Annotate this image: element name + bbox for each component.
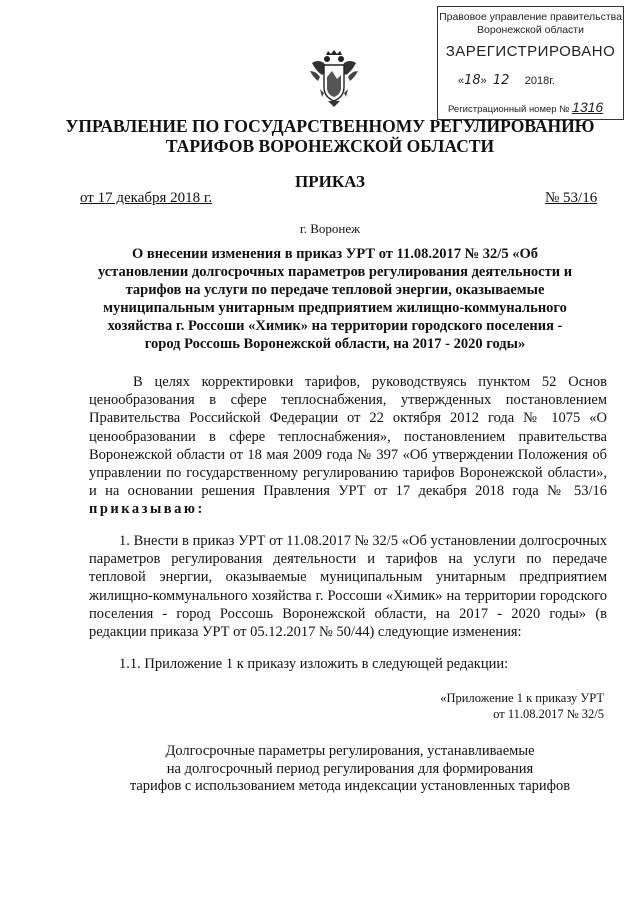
document-title: ПРИКАЗ — [295, 172, 365, 191]
stamp-org: Правовое управление правительства Воронежской области — [439, 11, 622, 36]
coat-of-arms-icon — [308, 49, 360, 109]
stamp-date: «18» 12 2018г. — [458, 73, 555, 88]
longterm-line1: Долгосрочные параметры регулирования, устанавливаемые — [165, 743, 535, 759]
preamble-text: В целях корректировки тарифов, руководствуясь пунктом 52 Основ ценообразования в сфере теплоснабжения, утвержденных постановлением Правительства Российской Федерации от 22 октября 2012 года № 1075 «О ценообразовании в сфере теплоснабжения», постановлением правительства Воронежской области от 18 мая 2009 года № 397 «Об утверждении Положения об управлении по государственному регулированию тарифов Воронежской области», и на основании решения Правления УРТ от 17 декабря 2018 года № 53/16 — [89, 374, 607, 500]
order-word: приказываю: — [89, 501, 205, 518]
order-subject: О внесении изменения в приказ УРТ от 11.08.2017 № 32/5 «Об установлении долгосрочных параметров регулирования деятельности и тарифов на услуги по передаче тепловой энергии, оказываемые муниципальным унитарным предприятием жилищно-коммунального хозяйства г. Россоши «Химик» на территории городского поселения - город Россошь Воронежской области, на 2017 - 2020 годы» — [97, 246, 573, 352]
appendix-reference — [380, 690, 604, 722]
order-city: г. Воронеж — [299, 221, 361, 236]
stamp-reg-number-row — [448, 99, 603, 115]
stamp-month: 12 — [492, 73, 510, 88]
stamp-reg-label: Регистрационный номер № — [448, 104, 570, 115]
stamp-day: 18 — [464, 73, 481, 88]
agency-name-line2: ТАРИФОВ ВОРОНЕЖСКОЙ ОБЛАСТИ — [165, 136, 495, 156]
order-number: № 53/16 — [545, 190, 598, 206]
order-date: от 17 декабря 2018 г. — [80, 190, 213, 206]
agency-name-line1: УПРАВЛЕНИЕ ПО ГОСУДАРСТВЕННОМУ РЕГУЛИРОВАНИЮ — [65, 116, 595, 136]
stamp-reg-number: 1316 — [572, 99, 604, 115]
appendix-line2: от 11.08.2017 № 32/5 — [493, 707, 604, 721]
appendix-line1: «Приложение 1 к приказу УРТ — [440, 691, 604, 705]
registration-stamp — [437, 6, 624, 120]
stamp-status: ЗАРЕГИСТРИРОВАНО — [445, 43, 616, 60]
longterm-line2: на долгосрочный период регулирования для формирования — [166, 760, 534, 777]
item-1-paragraph: 1. Внести в приказ УРТ от 11.08.2017 № 32/5 «Об установлении долгосрочных параметров регулирования деятельности и тарифов на услуги по передаче тепловой энергии, оказываемые муниципальным унитарным предприятием жилищно-коммунального хозяйства г. Россоши «Химик» на территории городского поселения - город Россошь Воронежской области, на 2017 - 2020 годы» (в редакции приказа УРТ от 05.12.2017 № 50/44) следующие изменения: — [89, 533, 607, 641]
longterm-parameters-title — [90, 743, 610, 796]
longterm-line3: тарифов с использованием метода индексации установленных тарифов — [129, 778, 571, 794]
stamp-year: 2018 — [524, 75, 550, 87]
preamble-paragraph — [89, 373, 607, 519]
item-1-1-paragraph: 1.1. Приложение 1 к приказу изложить в следующей редакции: — [119, 656, 509, 672]
